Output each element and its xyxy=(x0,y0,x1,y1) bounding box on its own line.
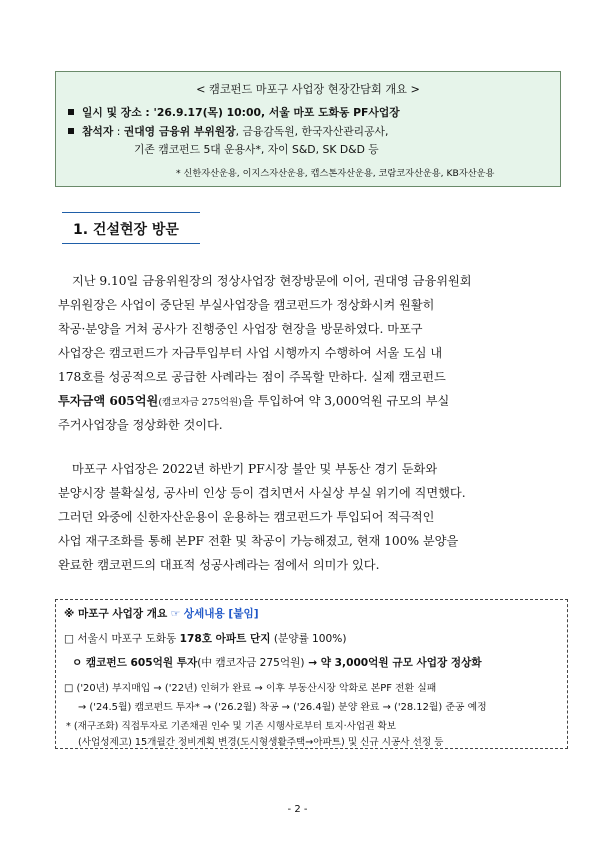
summary-box xyxy=(55,71,561,187)
overview-note-1: * (재구조화) 직접투자로 기존채권 인수 및 기존 시행사로부터 토지·사업권 확보 xyxy=(66,721,397,732)
page-number: - 2 - xyxy=(287,804,308,815)
para2-line-1: 마포구 사업장은 2022년 하반기 PF시장 불안 및 부동산 경기 둔화와 xyxy=(72,462,438,476)
para1-line-2: 부위원장은 사업이 중단된 부실사업장을 캠코펀드가 정상화시켜 원활히 xyxy=(58,298,435,312)
summary-row-attendees: 참석자 : 권대영 금융위 부위원장, 금융감독원, 한국자산관리공사, xyxy=(68,124,388,139)
square-bullet-icon xyxy=(68,109,74,115)
para1-line-6: 투자금액 605억원(캠코자금 275억원)을 투입하여 약 3,000억원 규모의 부실 xyxy=(58,394,450,408)
overview-item-1: □ 서울시 마포구 도화동 178호 아파트 단지 (분양률 100%) xyxy=(64,633,347,645)
para2-line-3: 그러던 와중에 신한자산운용이 운용하는 캠코펀드가 투입되어 적극적인 xyxy=(58,510,435,524)
section-heading-text: 1. 건설현장 방문 xyxy=(73,222,179,238)
summary-row-attendees-cont: 기존 캠코펀드 5대 운용사*, 자이 S&D, SK D&D 등 xyxy=(134,143,379,156)
overview-title-row xyxy=(64,606,259,621)
para1-line-1: 지난 9.10일 금융위원장의 정상사업장 현장방문에 이어, 권대영 금융위원회 xyxy=(72,274,472,288)
overview-title: ※ 마포구 사업장 개요 xyxy=(64,608,168,620)
para2-line-2: 분양시장 불확실성, 공사비 인상 등이 겹치면서 사실상 부실 위기에 직면했다. xyxy=(58,486,466,500)
para2-line-5: 완료한 캠코펀드의 대표적 성공사례라는 점에서 의미가 있다. xyxy=(58,558,380,572)
overview-item-3-line-1: □ ('20년) 부지매입 → ('22년) 인허가 완료 → 이후 부동산시장 악화로 본PF 전환 실패 xyxy=(64,683,437,694)
section-heading xyxy=(62,212,200,244)
para1-line-7: 주거사업장을 정상화한 것이다. xyxy=(58,418,223,432)
overview-box xyxy=(55,599,568,749)
overview-item-3-line-2: → ('24.5월) 캠코펀드 투자* → ('26.2월) 착공 → ('26.4월) 분양 완료 → ('28.12월) 준공 예정 xyxy=(78,702,487,713)
summary-note: * 신한자산운용, 이지스자산운용, 캡스톤자산운용, 코람코자산운용, KB자산운용 xyxy=(176,168,495,179)
heading-rule-top xyxy=(62,212,200,213)
overview-note-2: (사업성제고) 15개월간 정비계획 변경(도시형생활주택→아파트) 및 신규 시공사 선정 등 xyxy=(78,737,444,748)
para1-line-5: 178호를 성공적으로 공급한 사례라는 점이 주목할 만하다. 실제 캠코펀드 xyxy=(58,370,446,384)
para2-line-4: 사업 재구조화를 통해 본PF 전환 및 착공이 가능해졌고, 현재 100% 분양을 xyxy=(58,534,459,548)
square-bullet-icon xyxy=(68,128,74,134)
overview-item-2: ㅇ 캠코펀드 605억원 투자(中 캠코자금 275억원) → 약 3,000억원 규모 사업장 정상화 xyxy=(72,657,482,669)
para1-line-4: 사업장은 캠코펀드가 자금투입부터 사업 시행까지 수행하여 서울 도심 내 xyxy=(58,346,443,360)
heading-rule-bottom xyxy=(62,243,200,244)
para1-line-3: 착공·분양을 거쳐 공사가 진행중인 사업장 현장을 방문하였다. 마포구 xyxy=(58,322,423,336)
summary-row-datetime: 일시 및 장소 : '26.9.17(목) 10:00, 서울 마포 도화동 PF사업장 xyxy=(68,105,400,120)
detail-link[interactable]: ☞ 상세내용 [붙임] xyxy=(170,608,259,620)
summary-title: < 캠코펀드 마포구 사업장 현장간담회 개요 > xyxy=(196,83,420,96)
